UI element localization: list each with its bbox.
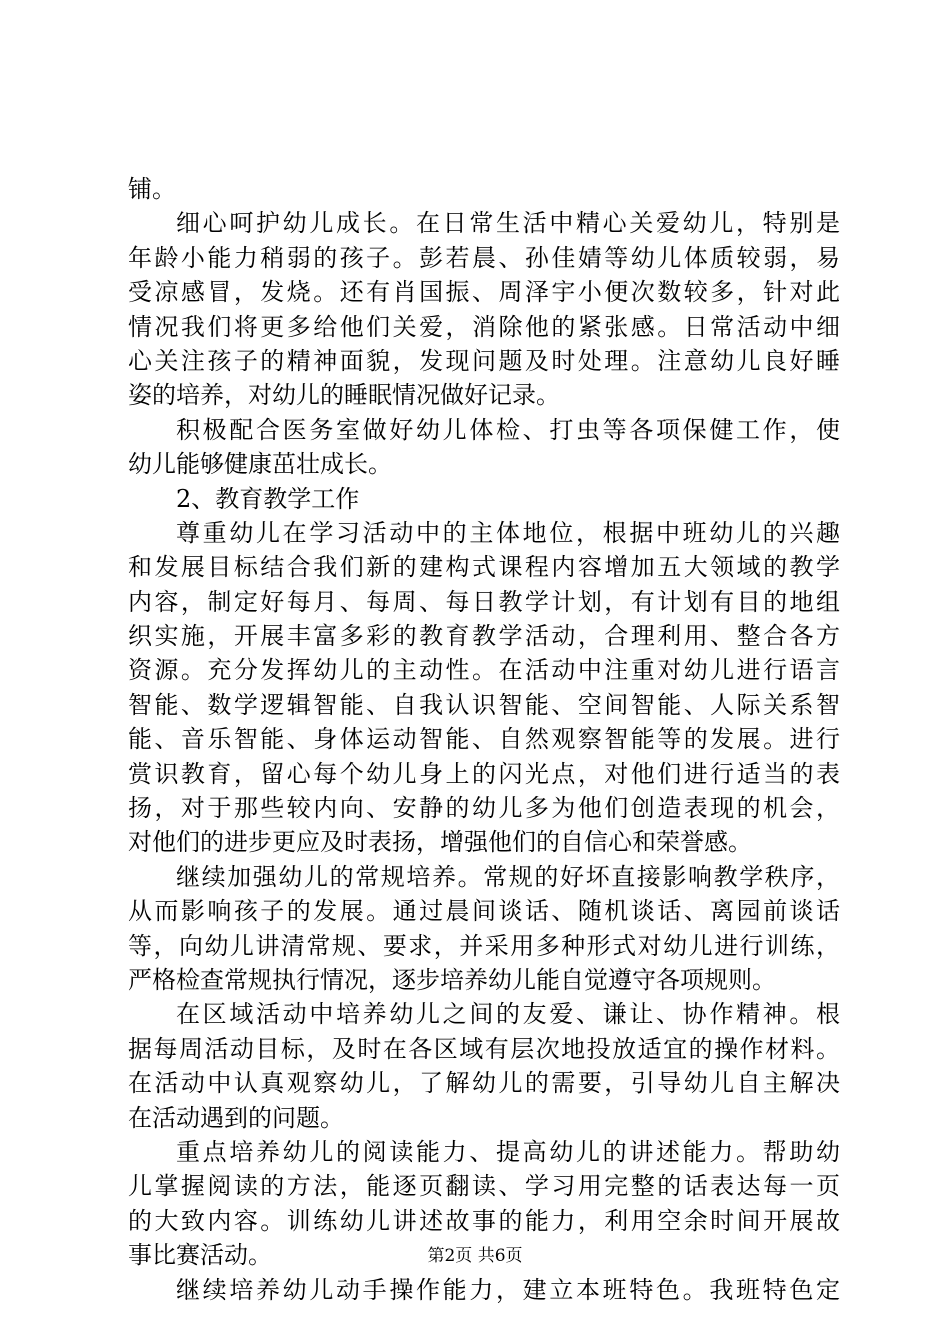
paragraph-line: 重点培养幼儿的阅读能力、提高幼儿的讲述能力。帮助幼 [176, 1137, 840, 1166]
paragraph-line: 事比赛活动。 [128, 1241, 272, 1270]
paragraph-line: 儿掌握阅读的方法，能逐页翻读、学习用完整的话表达每一页 [128, 1172, 840, 1201]
paragraph-line: 严格检查常规执行情况，逐步培养幼儿能自觉遵守各项规则。 [128, 965, 776, 994]
paragraph-line: 受凉感冒，发烧。还有肖国振、周泽宇小便次数较多，针对此 [128, 278, 840, 307]
paragraph-line: 扬，对于那些较内向、安静的幼儿多为他们创造表现的机会， [128, 794, 840, 823]
paragraph-line: 铺。 [128, 175, 176, 203]
paragraph-line: 年龄小能力稍弱的孩子。彭若晨、孙佳婧等幼儿体质较弱，易 [128, 243, 840, 272]
paragraph-line: 内容，制定好每月、每周、每日教学计划，有计划有目的地组 [128, 587, 840, 616]
paragraph-line: 在活动遇到的问题。 [128, 1103, 344, 1132]
paragraph-line: 在活动中认真观察幼儿，了解幼儿的需要，引导幼儿自主解决 [128, 1069, 840, 1098]
body-text [128, 172, 840, 1307]
paragraph-line: 据每周活动目标，及时在各区域有层次地投放适宜的操作材料。 [128, 1034, 840, 1063]
paragraph-line: 幼儿能够健康茁壮成长。 [128, 450, 392, 479]
paragraph-line: 资源。充分发挥幼儿的主动性。在活动中注重对幼儿进行语言 [128, 656, 840, 685]
paragraph-line: 织实施，开展丰富多彩的教育教学活动，合理利用、整合各方 [128, 622, 840, 651]
paragraph-line: 等，向幼儿讲清常规、要求，并采用多种形式对幼儿进行训练， [128, 931, 840, 960]
paragraph-line: 细心呵护幼儿成长。在日常生活中精心关爱幼儿，特别是 [176, 209, 840, 238]
paragraph-line: 积极配合医务室做好幼儿体检、打虫等各项保健工作，使 [176, 415, 840, 444]
paragraph-line: 尊重幼儿在学习活动中的主体地位，根据中班幼儿的兴趣 [176, 518, 840, 547]
paragraph-line: 智能、数学逻辑智能、自我认识智能、空间智能、人际关系智 [128, 690, 840, 719]
paragraph-line: 从而影响孩子的发展。通过晨间谈话、随机谈话、离园前谈话 [128, 897, 840, 926]
page-footer: 第2页 共6页 [427, 1246, 523, 1266]
paragraph-line: 继续加强幼儿的常规培养。常规的好坏直接影响教学秩序， [176, 862, 840, 891]
paragraph-line: 能、音乐智能、身体运动智能、自然观察智能等的发展。进行 [128, 725, 840, 754]
paragraph-line: 继续培养幼儿动手操作能力，建立本班特色。我班特色定 [176, 1275, 840, 1304]
paragraph-line: 在区域活动中培养幼儿之间的友爱、谦让、协作精神。根 [176, 1000, 840, 1029]
paragraph-line: 2、教育教学工作 [176, 484, 360, 513]
paragraph-line: 心关注孩子的精神面貌，发现问题及时处理。注意幼儿良好睡 [128, 346, 840, 375]
paragraph-line: 赏识教育，留心每个幼儿身上的闪光点，对他们进行适当的表 [128, 759, 840, 788]
paragraph-line: 姿的培养，对幼儿的睡眠情况做好记录。 [128, 381, 560, 410]
paragraph-line: 情况我们将更多给他们关爱，消除他的紧张感。日常活动中细 [128, 312, 840, 341]
paragraph-line: 和发展目标结合我们新的建构式课程内容增加五大领域的教学 [128, 553, 840, 582]
paragraph-line: 的大致内容。训练幼儿讲述故事的能力，利用空余时间开展故 [128, 1206, 840, 1235]
paragraph-line: 对他们的进步更应及时表扬，增强他们的自信心和荣誉感。 [128, 828, 752, 857]
